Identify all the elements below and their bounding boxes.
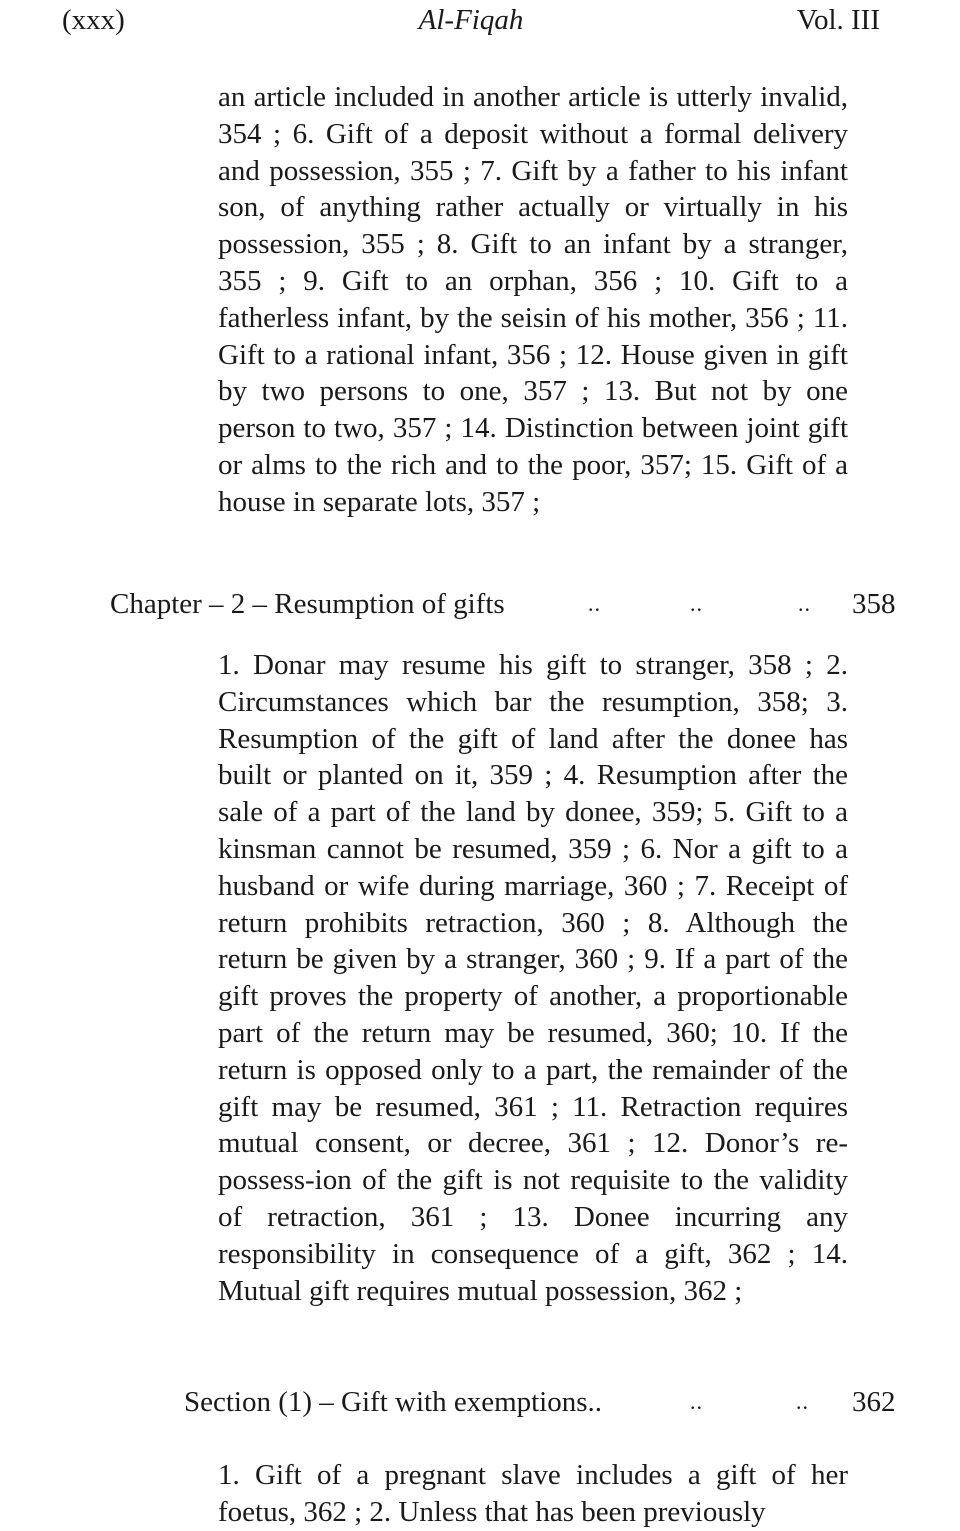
toc-entry-section-1 [184,1382,900,1422]
volume-label: Vol. III [796,4,880,36]
contents-paragraph-section-1: 1. Gift of a pregnant slave includes a gift of her foetus, 362 ; 2. Unless that has been previously [218,1459,848,1528]
toc-leader-dots: .. [796,1389,809,1414]
toc-leader-dots: .. [798,591,811,616]
running-header [62,4,880,44]
page-number-roman: (xxx) [62,4,125,36]
book-title: Al-Fiqah [418,4,524,36]
toc-leader-dots: .. [588,591,601,616]
toc-leader-dots: .. [690,591,703,616]
toc-entry-chapter-2 [110,584,900,624]
toc-leader-dots: .. [690,1389,703,1414]
toc-entry-title: Chapter – 2 – Resumption of gifts [110,588,505,620]
contents-paragraph-chapter-1-continued: an article included in another article is utterly invalid, 354 ; 6. Gift of a deposit without a formal delivery and possession, 355 ; 7. Gift by a father to his infant son, of anything rather actually or virtually in his possession, 355 ; 8. Gift to an infant by a stranger, 355 ; 9. Gift to an orphan, 356 ; 10. Gift to a fatherless infant, by the seisin of his mother, 356 ; 11. Gift to a rational infant, 356 ; 12. House given in gift by two persons to one, 357 ; 13. But not by one person to two, 357 ; 14. Distinction between joint gift or alms to the rich and to the poor, 357; 15. Gift of a house in separate lots, 357 ; [218,81,848,518]
toc-page-number: 362 [852,1386,896,1418]
contents-paragraph-chapter-2: 1. Donar may resume his gift to stranger, 358 ; 2. Circumstances which bar the resumption, 358; 3. Resumption of the gift of land after the donee has built or planted on it, 359 ; 4. Resumption after the sale of a part of the land by donee, 359; 5. Gift to a kinsman cannot be resumed, 359 ; 6. Nor a gift to a husband or wife during marriage, 360 ; 7. Receipt of return prohibits retraction, 360 ; 8. Although the return be given by a stranger, 360 ; 9. If a part of the gift proves the property of another, a proportionable part of the return may be resumed, 360; 10. If the return is opposed only to a part, the remainder of the gift may be resumed, 361 ; 11. Retraction requires mutual consent, or decree, 361 ; 12. Donor’s re-possess-ion of the gift is not requisite to the validity of retraction, 361 ; 13. Donee incurring any responsibility in consequence of a gift, 362 ; 14. Mutual gift requires mutual possession, 362 ; [218,649,848,1307]
toc-page-number: 358 [852,588,896,620]
toc-entry-title: Section (1) – Gift with exemptions.. [184,1386,603,1418]
